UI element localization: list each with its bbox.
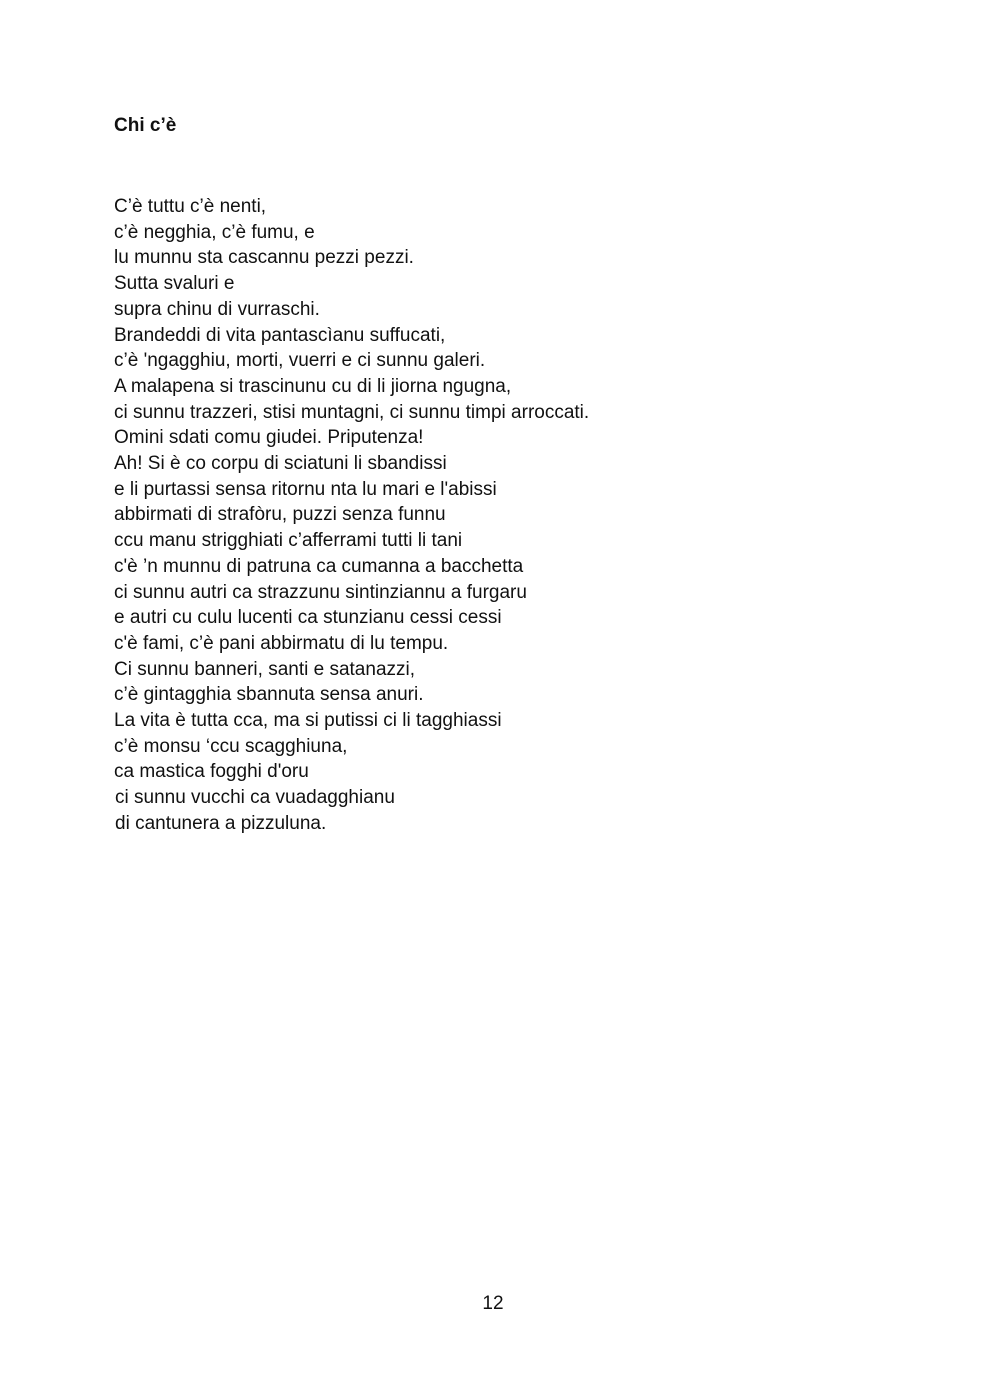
- poem-line: lu munnu sta cascannu pezzi pezzi.: [114, 247, 414, 269]
- poem-line: e li purtassi sensa ritornu nta lu mari e l'abissi: [114, 478, 497, 500]
- poem-line: Brandeddi di vita pantascìanu suffucati,: [114, 324, 446, 346]
- poem-title: Chi c’è: [114, 115, 177, 136]
- poem-line: Ci sunnu banneri, santi e satanazzi,: [114, 658, 416, 680]
- poem-line: di cantunera a pizzuluna.: [115, 812, 327, 834]
- poem-line: A malapena si trascinunu cu di li jiorna ngugna,: [114, 375, 512, 397]
- poem-line: c'è ’n munnu di patruna ca cumanna a bacchetta: [114, 555, 524, 577]
- poem-line: e autri cu culu lucenti ca stunzianu cessi cessi: [114, 607, 502, 629]
- poem-line: ca mastica fogghi d'oru: [114, 761, 309, 783]
- poem-line: c’è monsu ‘ccu scagghiuna,: [114, 735, 348, 757]
- poem-line: Sutta svaluri e: [114, 273, 235, 295]
- poem-line: Omini sdati comu giudei. Priputenza!: [114, 427, 424, 449]
- poem-line: ci sunnu trazzeri, stisi muntagni, ci sunnu timpi arroccati.: [114, 401, 590, 423]
- poem-line: c’è negghia, c’è fumu, e: [114, 221, 315, 243]
- poem-line: c’è 'ngagghiu, morti, vuerri e ci sunnu galeri.: [114, 350, 486, 372]
- poem-line: ci sunnu autri ca strazzunu sintinziannu a furgaru: [114, 581, 527, 603]
- poem-line: ci sunnu vucchi ca vuadagghianu: [115, 787, 395, 809]
- poem-line: c'è fami, c’è pani abbirmatu di lu tempu.: [114, 632, 449, 654]
- poem-line: supra chinu di vurraschi.: [114, 298, 320, 320]
- poem-line: La vita è tutta cca, ma si putissi ci li tagghiassi: [114, 710, 502, 732]
- poem-line: abbirmati di strafòru, puzzi senza funnu: [114, 504, 446, 526]
- poem-line: c’è gintagghia sbannuta sensa anuri.: [114, 684, 424, 706]
- poem-line: ccu manu strigghiati c’afferrami tutti li tani: [114, 530, 463, 552]
- poem-line: C’è tuttu c’è nenti,: [114, 196, 267, 217]
- page-number: 12: [482, 1293, 504, 1314]
- poem-body: [114, 194, 814, 837]
- poem-line: Ah! Si è co corpu di sciatuni li sbandissi: [114, 453, 447, 475]
